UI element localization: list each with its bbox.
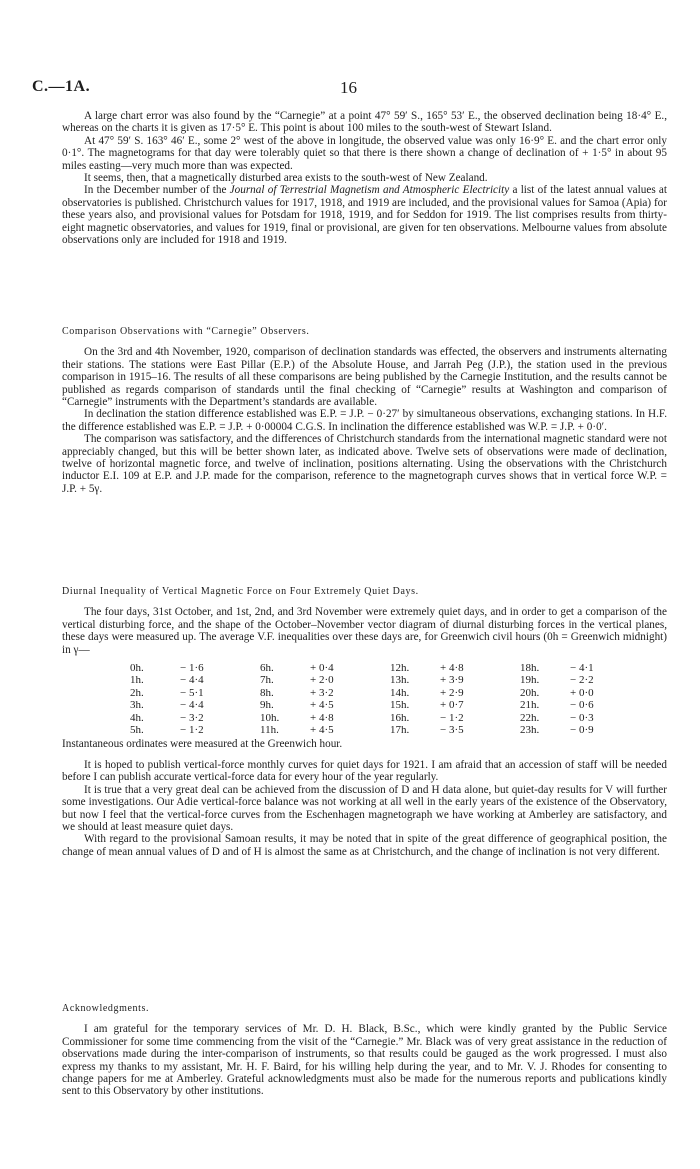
- hour-cell: 6h.: [260, 662, 274, 675]
- hour-cell: 16h.: [390, 711, 410, 724]
- hour-cell: 15h.: [390, 699, 410, 712]
- hour-cell: 10h.: [260, 711, 280, 724]
- hour-cell: 22h.: [520, 711, 540, 724]
- hour-cell: 8h.: [260, 686, 274, 699]
- paragraph: The four days, 31st October, and 1st, 2nd, and 3rd November were extremely quiet days, and in order to get a comparison of the vertical disturbing force, and the shape of the October–November vector diagram of diurnal disturbing forces in the vertical planes, these days were measured up. The average V.F. inequalities over these days are, for Greenwich civil hours (0h = Greenwich midnight) in γ—: [62, 606, 667, 656]
- paragraph: It is true that a very great deal can be achieved from the discussion of D and H data alone, but quiet-day results for V will further some investigations. Our Adie vertical-force balance was not working at all well in the early years of the existence of the Observatory, but now I feel that the vertical-force curves from the Eschenhagen magnetograph we have working at Amberley are satisfactory, and we should at least measure quiet days.: [62, 783, 667, 833]
- section-acknowledgments: [62, 1003, 667, 1098]
- journal-title: Journal of Terrestrial Magnetism and Atmospheric Electricity: [229, 184, 510, 197]
- value-cell: + 0·4: [310, 662, 334, 675]
- hour-cell: 5h.: [130, 724, 144, 737]
- table-row: [130, 662, 650, 674]
- value-cell: + 4·5: [310, 699, 334, 712]
- value-cell: + 0·0: [570, 686, 594, 699]
- table-row: [130, 699, 650, 711]
- paragraph: On the 3rd and 4th November, 1920, comparison of declination standards was effected, the observers and instruments alternating their stations. The stations were East Pillar (E.P.) of the Absolute House, and Jarrah Peg (J.P.), the station used in the previous comparison in 1915–16. The results of all these comparisons are being published by the Carnegie Institution, and the results cannot be published as regards comparison of standards until the final checking of “Carnegie” results at Washington and comparison of “Carnegie” instruments with the Department’s standards are available.: [62, 346, 667, 409]
- hour-cell: 7h.: [260, 674, 274, 687]
- paragraph: A large chart error was also found by the “Carnegie” at a point 47° 59′ S., 165° 53′ E., the observed declination being 18·4° E., whereas on the charts it is given as 17·5° E. This point is about 100 miles to the south-west of Stewart Island.: [62, 110, 667, 135]
- value-cell: + 3·9: [440, 674, 464, 687]
- paragraph: It is hoped to publish vertical-force monthly curves for quiet days for 1921. I am afraid that an accession of staff will be needed before I can publish accurate vertical-force data for every hour of the year regularly.: [62, 758, 667, 784]
- hour-cell: 19h.: [520, 674, 540, 687]
- table-row: [130, 712, 650, 724]
- section-heading: Diurnal Inequality of Vertical Magnetic Force on Four Extremely Quiet Days.: [62, 586, 419, 597]
- text-run: a list of the latest annual values at observatories is published. Christchurch values for 1917, 1918, and 1919 are included, and the provisional values for Samoa (Apia) for these years also, and provisional values for Potsdam for 1918, 1919, and for Seddon for 1919. The list comprises results from thirty-eight magnetic observatories, and values for 1919, final or provisional, are given for ten observations. Melbourne values from absolute observations only are included for 1918 and 1919.: [62, 184, 668, 247]
- hour-cell: 20h.: [520, 686, 540, 699]
- paragraph-annual-values: [62, 184, 667, 246]
- hour-cell: 14h.: [390, 686, 410, 699]
- hour-cell: 18h.: [520, 662, 540, 675]
- hour-cell: 12h.: [390, 662, 410, 675]
- hour-cell: 9h.: [260, 699, 274, 712]
- table-row: [130, 674, 650, 686]
- value-cell: − 4·1: [570, 662, 594, 675]
- value-cell: + 0·7: [440, 699, 464, 712]
- hour-cell: 11h.: [260, 724, 279, 737]
- value-cell: + 4·5: [310, 724, 334, 737]
- paragraph: It seems, then, that a magnetically disturbed area exists to the south-west of New Zealand.: [84, 172, 488, 185]
- section-chart-error: [62, 110, 667, 246]
- value-cell: − 4·4: [180, 699, 204, 712]
- value-cell: + 4·8: [440, 662, 464, 675]
- value-cell: − 3·5: [440, 724, 464, 737]
- inequality-table: [130, 662, 650, 736]
- value-cell: + 2·9: [440, 686, 464, 699]
- section-comparison: [62, 326, 667, 495]
- value-cell: − 1·2: [440, 711, 464, 724]
- value-cell: − 0·3: [570, 711, 594, 724]
- paragraph: I am grateful for the temporary services of Mr. D. H. Black, B.Sc., which were kindly granted by the Public Service Commissioner for some time commencing from the visit of the “Carnegie.” Mr. Black was of very great assistance in the reduction of observations made during the inter-comparison of instruments, so that results could be gauged as the work progressed. I must also express my thanks to my assistant, Mr. H. F. Baird, for his willing help during the year, and to Mr. V. J. Rhodes for consenting to change papers for me at Amberley. Grateful acknowledgments must also be made for the numerous reports and publications kindly sent to this Observatory by other institutions.: [62, 1023, 667, 1098]
- paragraph: In declination the station difference established was E.P. = J.P. − 0·27′ by simultaneous observations, exchanging stations. In H.F. the difference established was E.P. = J.P. + 0·00004 C.G.S. In inclination the difference established was W.P. = J.P. + 0·0′.: [62, 408, 667, 433]
- value-cell: − 4·4: [180, 674, 204, 687]
- paragraph: The comparison was satisfactory, and the differences of Christchurch standards from the international magnetic standard were not appreciably changed, but this will be better shown later, as indicated above. Twelve sets of observations were made of declination, twelve of horizontal magnetic force, and twelve of inclination, positions alternating. Using the observations with the Christchurch inductor E.I. 109 at E.P. and J.P. made for the comparison, reference to the magnetograph curves shows that in vertical force W.P. = J.P. + 5γ.: [62, 433, 667, 495]
- hour-cell: 21h.: [520, 699, 540, 712]
- table-caption: Instantaneous ordinates were measured at the Greenwich hour.: [62, 738, 343, 751]
- value-cell: + 2·0: [310, 674, 334, 687]
- section-heading: Acknowledgments.: [62, 1003, 150, 1014]
- hour-cell: 4h.: [130, 711, 144, 724]
- value-cell: + 4·8: [310, 711, 334, 724]
- value-cell: − 1·2: [180, 724, 204, 737]
- hour-cell: 1h.: [130, 674, 144, 687]
- hour-cell: 13h.: [390, 674, 410, 687]
- hour-cell: 17h.: [390, 724, 410, 737]
- value-cell: − 0·9: [570, 724, 594, 737]
- text-run: In the December number of the: [84, 184, 230, 197]
- hour-cell: 0h.: [130, 662, 144, 675]
- value-cell: − 3·2: [180, 711, 204, 724]
- hour-cell: 3h.: [130, 699, 144, 712]
- value-cell: − 0·6: [570, 699, 594, 712]
- paragraph: At 47° 59′ S. 163° 46′ E., some 2° west of the above in longitude, the observed value was only 16·9° E. and the chart error only 0·1°. The magnetograms for that day were tolerably quiet so that there is there shown a change of declination of + 1·5° in about 95 miles easting—very much more than was expected.: [62, 134, 667, 172]
- section-diurnal-inequality: [62, 586, 667, 858]
- page-number: 16: [340, 78, 357, 97]
- table-row: [130, 687, 650, 699]
- report-reference: C.—1A.: [32, 78, 91, 95]
- paragraph: With regard to the provisional Samoan results, it may be noted that in spite of the great difference of geographical position, the change of mean annual values of D and of H is almost the same as at Christchurch, and the change of inclination is not very different.: [62, 833, 667, 858]
- table-row: [130, 724, 650, 736]
- section-heading: Comparison Observations with “Carnegie” Observers.: [62, 326, 310, 337]
- hour-cell: 23h.: [520, 724, 540, 737]
- hour-cell: 2h.: [130, 686, 144, 699]
- value-cell: − 5·1: [180, 686, 204, 699]
- value-cell: − 2·2: [570, 674, 594, 687]
- value-cell: + 3·2: [310, 686, 334, 699]
- value-cell: − 1·6: [180, 662, 204, 675]
